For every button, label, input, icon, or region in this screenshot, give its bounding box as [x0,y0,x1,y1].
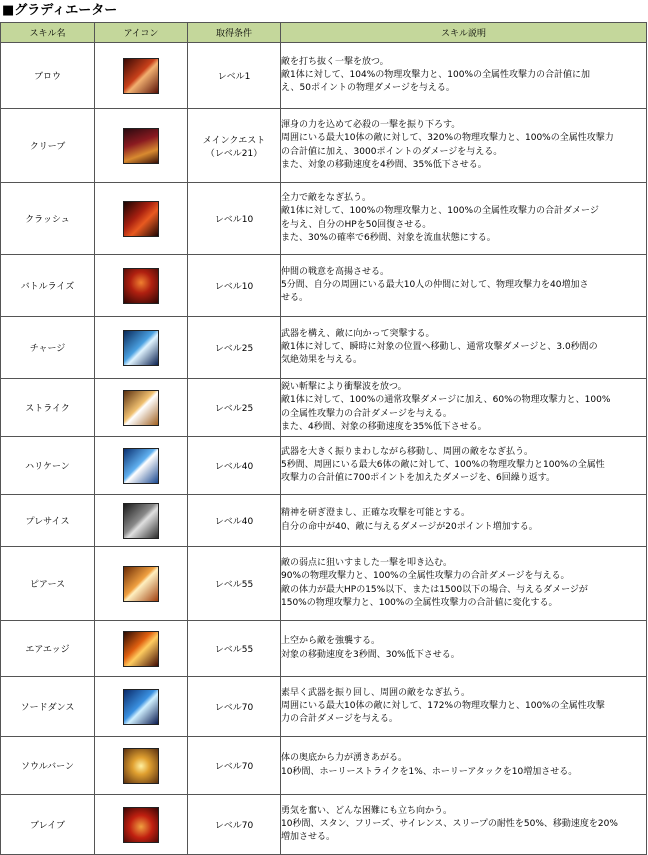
description-line: また、対象の移動速度を4秒間、35%低下させる。 [281,159,487,170]
table-row [1,795,647,855]
description-line: 周囲にいる最大10体の敵に対して、320%の物理攻撃力と、100%の全属性攻撃力 [281,133,614,144]
sword-dance-skill-icon [123,689,159,725]
description-line: 武器を構え、敵に向かって突撃する。 [281,328,435,339]
description-line: え、50ポイントの物理ダメージを与える。 [281,83,455,94]
description-line: 体の奥底から力が湧きあがる。 [281,753,408,764]
charge-skill-icon [123,330,159,366]
condition-line: レベル70 [214,703,254,713]
skill-description [281,317,647,379]
skill-icon-cell [95,621,188,677]
description-line: 5分間、自分の周囲にいる最大10人の仲間に対して、物理攻撃力を40増加さ [281,279,589,290]
table-row [1,379,647,437]
battle-rise-skill-icon [123,268,159,304]
skill-condition [188,43,281,109]
skill-description [281,43,647,109]
description-line: 敵1体に対して、100%の通常攻撃ダメージに加え、60%の物理攻撃力と、100% [281,395,611,406]
skill-name: エアエッジ [1,621,95,677]
skill-condition [188,621,281,677]
skill-name: ソウルバーン [1,737,95,795]
skill-condition [188,317,281,379]
skill-icon-cell [95,109,188,183]
header-icon: アイコン [95,23,188,43]
skill-description [281,795,647,855]
header-skill-name: スキル名 [1,23,95,43]
description-line: 対象の移動速度を3秒間、30%低下させる。 [281,649,460,660]
page-title: ■グラディエーター [2,3,118,18]
skill-name: ブレイブ [1,795,95,855]
table-row [1,621,647,677]
condition-line: レベル1 [217,72,251,82]
skill-condition [188,547,281,621]
skill-icon-cell [95,737,188,795]
skill-description [281,379,647,437]
skill-icon-cell [95,43,188,109]
description-line: 力の合計ダメージを与える。 [281,714,398,725]
skill-name: クリーブ [1,109,95,183]
description-line: 増加させる。 [281,832,336,843]
description-line: 自分の命中が40、敵に与えるダメージが20ポイント増加する。 [281,521,538,532]
description-line: 敵1体に対して、100%の物理攻撃力と、100%の全属性攻撃力の合計ダメージ [281,206,599,217]
skill-condition [188,437,281,495]
condition-line: レベル55 [214,645,254,655]
description-line: 10秒間、ホーリーストライクを1%、ホーリーアタックを10増加させる。 [281,766,578,777]
skill-description [281,255,647,317]
skill-icon-cell [95,795,188,855]
table-header-row [1,23,647,43]
crash-skill-icon [123,201,159,237]
cleave-skill-icon [123,128,159,164]
table-row [1,43,647,109]
hurricane-skill-icon [123,448,159,484]
skill-name: クラッシュ [1,183,95,255]
skill-description [281,737,647,795]
skill-description [281,495,647,547]
skill-description [281,437,647,495]
skill-condition [188,677,281,737]
skill-condition [188,255,281,317]
header-description: スキル説明 [281,23,647,43]
condition-line: レベル55 [214,580,254,590]
description-line: 敵の体力が最大HPの15%以下、または1500以下の場合、与えるダメージが [281,584,588,595]
condition-line: レベル70 [214,821,254,831]
skill-icon-cell [95,317,188,379]
skill-name: チャージ [1,317,95,379]
skill-icon-cell [95,255,188,317]
description-line: 渾身の力を込めて必殺の一撃を振り下ろす。 [281,120,461,131]
description-line: 仲間の戦意を高揚させる。 [281,266,390,277]
brave-skill-icon [123,807,159,843]
skill-condition [188,379,281,437]
description-line: 気絶効果を与える。 [281,355,363,366]
skill-description [281,547,647,621]
skill-icon-cell [95,183,188,255]
skill-description [281,183,647,255]
description-line: また、30%の確率で6秒間、対象を流血状態にする。 [281,232,496,243]
description-line: 敵1体に対して、104%の物理攻撃力と、100%の全属性攻撃力の合計値に加 [281,69,591,80]
description-line: 90%の物理攻撃力と、100%の全属性攻撃力の合計ダメージを与える。 [281,571,570,582]
description-line: 上空から敵を強襲する。 [281,636,381,647]
condition-line: レベル25 [214,404,254,414]
skill-name: プレサイス [1,495,95,547]
condition-line: （レベル21） [205,148,263,159]
skill-condition [188,737,281,795]
description-line: の全属性攻撃力の合計ダメージを与える。 [281,408,452,419]
condition-line: レベル70 [214,762,254,772]
soul-burn-skill-icon [123,748,159,784]
pierce-skill-icon [123,566,159,602]
table-row [1,109,647,183]
skill-icon-cell [95,547,188,621]
condition-line: レベル40 [214,462,254,472]
table-row [1,183,647,255]
condition-line: レベル40 [214,517,254,527]
condition-line: レベル10 [214,282,254,292]
skill-name: ストライク [1,379,95,437]
skill-icon-cell [95,379,188,437]
table-row [1,437,647,495]
description-line: 5秒間、周囲にいる最大6体の敵に対して、100%の物理攻撃力と100%の全属性 [281,459,605,470]
description-line: また、4秒間、対象の移動速度を35%低下させる。 [281,421,487,432]
table-row [1,317,647,379]
strike-skill-icon [123,390,159,426]
description-line: 周囲にいる最大10体の敵に対して、172%の物理攻撃力と、100%の全属性攻撃 [281,700,605,711]
header-condition: 取得条件 [188,23,281,43]
skill-description [281,621,647,677]
description-line: 素早く武器を振り回し、周囲の敵をなぎ払う。 [281,687,471,698]
condition-line: レベル25 [214,344,254,354]
table-row [1,495,647,547]
description-line: を与え、自分のHPを50回復させる。 [281,219,432,230]
skill-name: ブロウ [1,43,95,109]
skill-name: ハリケーン [1,437,95,495]
table-row [1,547,647,621]
blow-skill-icon [123,58,159,94]
description-line: 勇気を奮い、どんな困難にも立ち向かう。 [281,805,453,816]
description-line: 全力で敵をなぎ払う。 [281,193,372,204]
skill-name: ソードダンス [1,677,95,737]
table-row [1,677,647,737]
skill-condition [188,795,281,855]
precise-skill-icon [123,503,159,539]
description-line: せる。 [281,293,309,304]
table-row [1,737,647,795]
description-line: の合計値に加え、3000ポイントのダメージを与える。 [281,146,503,157]
description-line: 敵を打ち抜く一撃を放つ。 [281,56,389,67]
skill-name: バトルライズ [1,255,95,317]
description-line: 敵1体に対して、瞬時に対象の位置へ移動し、通常攻撃ダメージと、3.0秒間の [281,341,598,352]
skill-icon-cell [95,495,188,547]
skill-name: ピアース [1,547,95,621]
description-line: 精神を研ぎ澄まし、正確な攻撃を可能とする。 [281,508,471,519]
description-line: 10秒間、スタン、フリーズ、サイレンス、スリープの耐性を50%、移動速度を20% [281,818,618,829]
description-line: 攻撃力の合計値に700ポイントを加えたダメージを、6回繰り返す。 [281,473,556,484]
skill-condition [188,495,281,547]
skill-description [281,109,647,183]
description-line: 武器を大きく振りまわしながら移動し、周囲の敵をなぎ払う。 [281,446,534,457]
skill-condition [188,109,281,183]
skill-table [0,22,647,855]
skill-condition [188,183,281,255]
description-line: 敵の弱点に狙いすました一撃を叩き込む。 [281,558,453,569]
description-line: 150%の物理攻撃力と、100%の全属性攻撃力の合計値に変化する。 [281,597,558,608]
condition-line: メインクエスト [202,135,266,146]
skill-table-body [1,43,647,855]
skill-icon-cell [95,437,188,495]
air-edge-skill-icon [123,631,159,667]
table-row [1,255,647,317]
skill-description [281,677,647,737]
condition-line: レベル10 [214,215,254,225]
description-line: 鋭い斬撃により衝撃波を放つ。 [281,382,407,393]
skill-icon-cell [95,677,188,737]
